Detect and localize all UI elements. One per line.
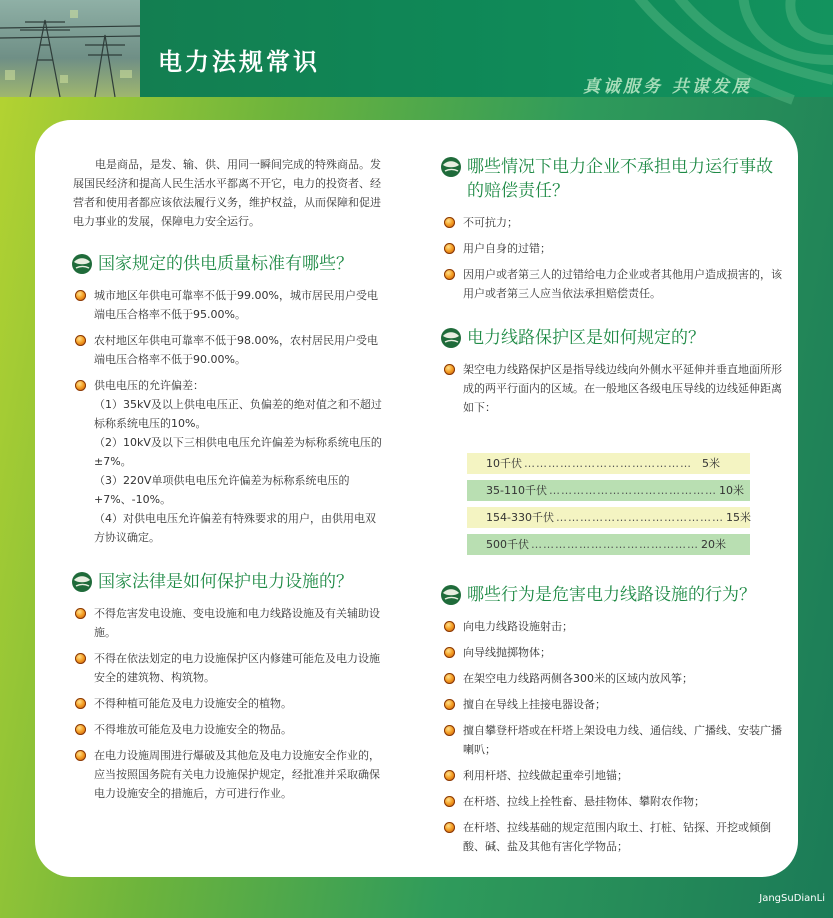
sub-item: （4）对供电电压允许偏差有特殊要求的用户，由供用电双方协议确定。	[94, 512, 376, 544]
table-row	[467, 534, 750, 555]
orange-dot-icon	[444, 822, 455, 833]
list-item	[73, 331, 383, 369]
header-bar	[0, 0, 833, 97]
orange-dot-icon	[444, 364, 455, 375]
item-text: 在杆塔、拉线基础的规定范围内取土、打桩、钻探、开挖或倾倒酸、碱、盐及其他有害化学物品；	[463, 821, 771, 853]
sub-item: （1）35kV及以上供电电压正、负偏差的绝对值之和不超过标称系统电压的10%。	[94, 398, 382, 430]
orange-dot-icon	[75, 380, 86, 391]
heading-text: 国家法律是如何保护电力设施的？	[98, 572, 353, 592]
voltage-distance-table	[467, 453, 750, 555]
item-text: 擅自攀登杆塔或在杆塔上架设电力线、通信线、广播线、安装广播喇叭；	[463, 724, 782, 756]
sub-item: （3）220V单项供电电压允许偏差为标称系统电压的+7%、-10%。	[94, 474, 350, 506]
intro-paragraph: 电是商品，是发、输、供、用同一瞬间完成的特殊商品。发展国民经济和提高人民生活水平都离不开它，电力的投资者、经营者和使用者都应该依法履行义务，维护权益，从而保障和促进电力事业的发展，保障电力安全运行。	[73, 158, 381, 228]
list-item	[73, 604, 383, 642]
item-text: 用户自身的过错；	[463, 242, 551, 255]
right-column	[442, 155, 782, 863]
globe-icon	[71, 253, 93, 275]
item-text: 不得种植可能危及电力设施安全的植物。	[94, 697, 292, 710]
leader-dots: ……………………………………	[548, 484, 717, 497]
list-item	[73, 746, 383, 803]
section-heading	[71, 570, 383, 594]
item-text: 不得危害发电设施、变电设施和电力线路设施及有关辅助设施。	[94, 607, 380, 639]
item-text: 供电电压的允许偏差：	[94, 379, 204, 392]
voltage-label: 154-330千伏	[486, 511, 554, 524]
sub-item: （2）10kV及以下三相供电电压允许偏差为标称系统电压的±7%。	[94, 436, 382, 468]
orange-dot-icon	[444, 725, 455, 736]
list-item	[442, 766, 782, 785]
item-text: 在杆塔、拉线上拴牲畜、悬挂物体、攀附农作物；	[463, 795, 705, 808]
section-heading	[440, 326, 782, 350]
list-item	[442, 695, 782, 714]
voltage-label: 35-110千伏	[486, 484, 547, 497]
list-item	[73, 649, 383, 687]
orange-dot-icon	[444, 796, 455, 807]
orange-dot-icon	[75, 290, 86, 301]
footer-signature: JangSuDianLi	[759, 893, 825, 904]
globe-icon	[440, 584, 462, 606]
orange-dot-icon	[75, 653, 86, 664]
voltage-label: 10千伏	[486, 457, 522, 470]
list-item	[73, 694, 383, 713]
heading-text: 哪些行为是危害电力线路设施的行为？	[467, 585, 756, 605]
orange-dot-icon	[444, 699, 455, 710]
leader-dots: ……………………………………	[531, 538, 699, 551]
list-item	[73, 720, 383, 739]
left-column	[73, 155, 383, 810]
distance-value: 15米	[725, 511, 751, 524]
table-row	[467, 480, 750, 501]
leader-dots: ……………………………………	[524, 457, 692, 470]
item-text: 在架空电力线路两侧各300米的区域内放风筝；	[463, 672, 693, 685]
item-text: 农村地区年供电可靠率不低于98.00%，农村居民用户受电端电压合格率不低于90.00%。	[94, 334, 378, 366]
distance-value: 20米	[701, 538, 726, 551]
orange-dot-icon	[75, 698, 86, 709]
voltage-label: 500千伏	[486, 538, 529, 551]
item-text: 向电力线路设施射击；	[463, 620, 573, 633]
item-text: 在电力设施周围进行爆破及其他危及电力设施安全作业的，应当按照国务院有关电力设施保护规定，经批准并采取确保电力设施安全的措施后，方可进行作业。	[94, 749, 380, 800]
item-text: 不可抗力；	[463, 216, 518, 229]
section-heading	[440, 583, 782, 607]
orange-dot-icon	[75, 750, 86, 761]
heading-text: 哪些情况下电力企业不承担电力运行事故的赔偿责任？	[467, 157, 773, 201]
list-item	[442, 617, 782, 636]
globe-icon	[440, 156, 462, 178]
orange-dot-icon	[444, 243, 455, 254]
table-row	[467, 453, 750, 474]
leader-dots: ……………………………………	[555, 511, 724, 524]
list-item	[73, 376, 383, 547]
item-text: 城市地区年供电可靠率不低于99.00%，城市居民用户受电端电压合格率不低于95.00%。	[94, 289, 378, 321]
globe-icon	[71, 571, 93, 593]
item-text: 不得在依法划定的电力设施保护区内修建可能危及电力设施安全的建筑物、构筑物。	[94, 652, 380, 684]
list-item	[442, 213, 782, 232]
orange-dot-icon	[75, 724, 86, 735]
heading-text: 国家规定的供电质量标准有哪些？	[98, 254, 353, 274]
section-heading	[440, 155, 782, 203]
power-tower-photo	[0, 0, 140, 97]
orange-dot-icon	[444, 673, 455, 684]
orange-dot-icon	[444, 217, 455, 228]
list-item	[442, 643, 782, 662]
page-title: 电力法规常识	[158, 48, 320, 76]
list-item	[442, 721, 782, 759]
globe-icon	[440, 327, 462, 349]
item-text: 不得堆放可能危及电力设施安全的物品。	[94, 723, 292, 736]
item-text: 利用杆塔、拉线做起重牵引地锚；	[463, 769, 628, 782]
list-item	[442, 792, 782, 811]
orange-dot-icon	[75, 608, 86, 619]
list-item	[442, 669, 782, 688]
item-text: 擅自在导线上挂接电器设备；	[463, 698, 606, 711]
orange-dot-icon	[444, 647, 455, 658]
list-item	[442, 239, 782, 258]
table-row	[467, 507, 750, 528]
heading-text: 电力线路保护区是如何规定的？	[467, 328, 705, 348]
distance-value: 5米	[702, 457, 720, 470]
orange-dot-icon	[444, 770, 455, 781]
item-text: 架空电力线路保护区是指导线边线向外侧水平延伸并垂直地面所形成的两平行面内的区域。在一般地区各级电压导线的边线延伸距离如下：	[463, 363, 782, 414]
orange-dot-icon	[444, 621, 455, 632]
slogan: 真诚服务 共谋发展	[583, 77, 752, 97]
list-item	[442, 360, 782, 417]
list-item	[442, 818, 782, 856]
list-item	[73, 286, 383, 324]
item-text: 向导线抛掷物体；	[463, 646, 551, 659]
orange-dot-icon	[444, 269, 455, 280]
item-text: 因用户或者第三人的过错给电力企业或者其他用户造成损害的，该用户或者第三人应当依法承担赔偿责任。	[463, 268, 782, 300]
list-item	[442, 265, 782, 303]
distance-value: 10米	[718, 484, 744, 497]
section-heading	[71, 252, 383, 276]
orange-dot-icon	[75, 335, 86, 346]
